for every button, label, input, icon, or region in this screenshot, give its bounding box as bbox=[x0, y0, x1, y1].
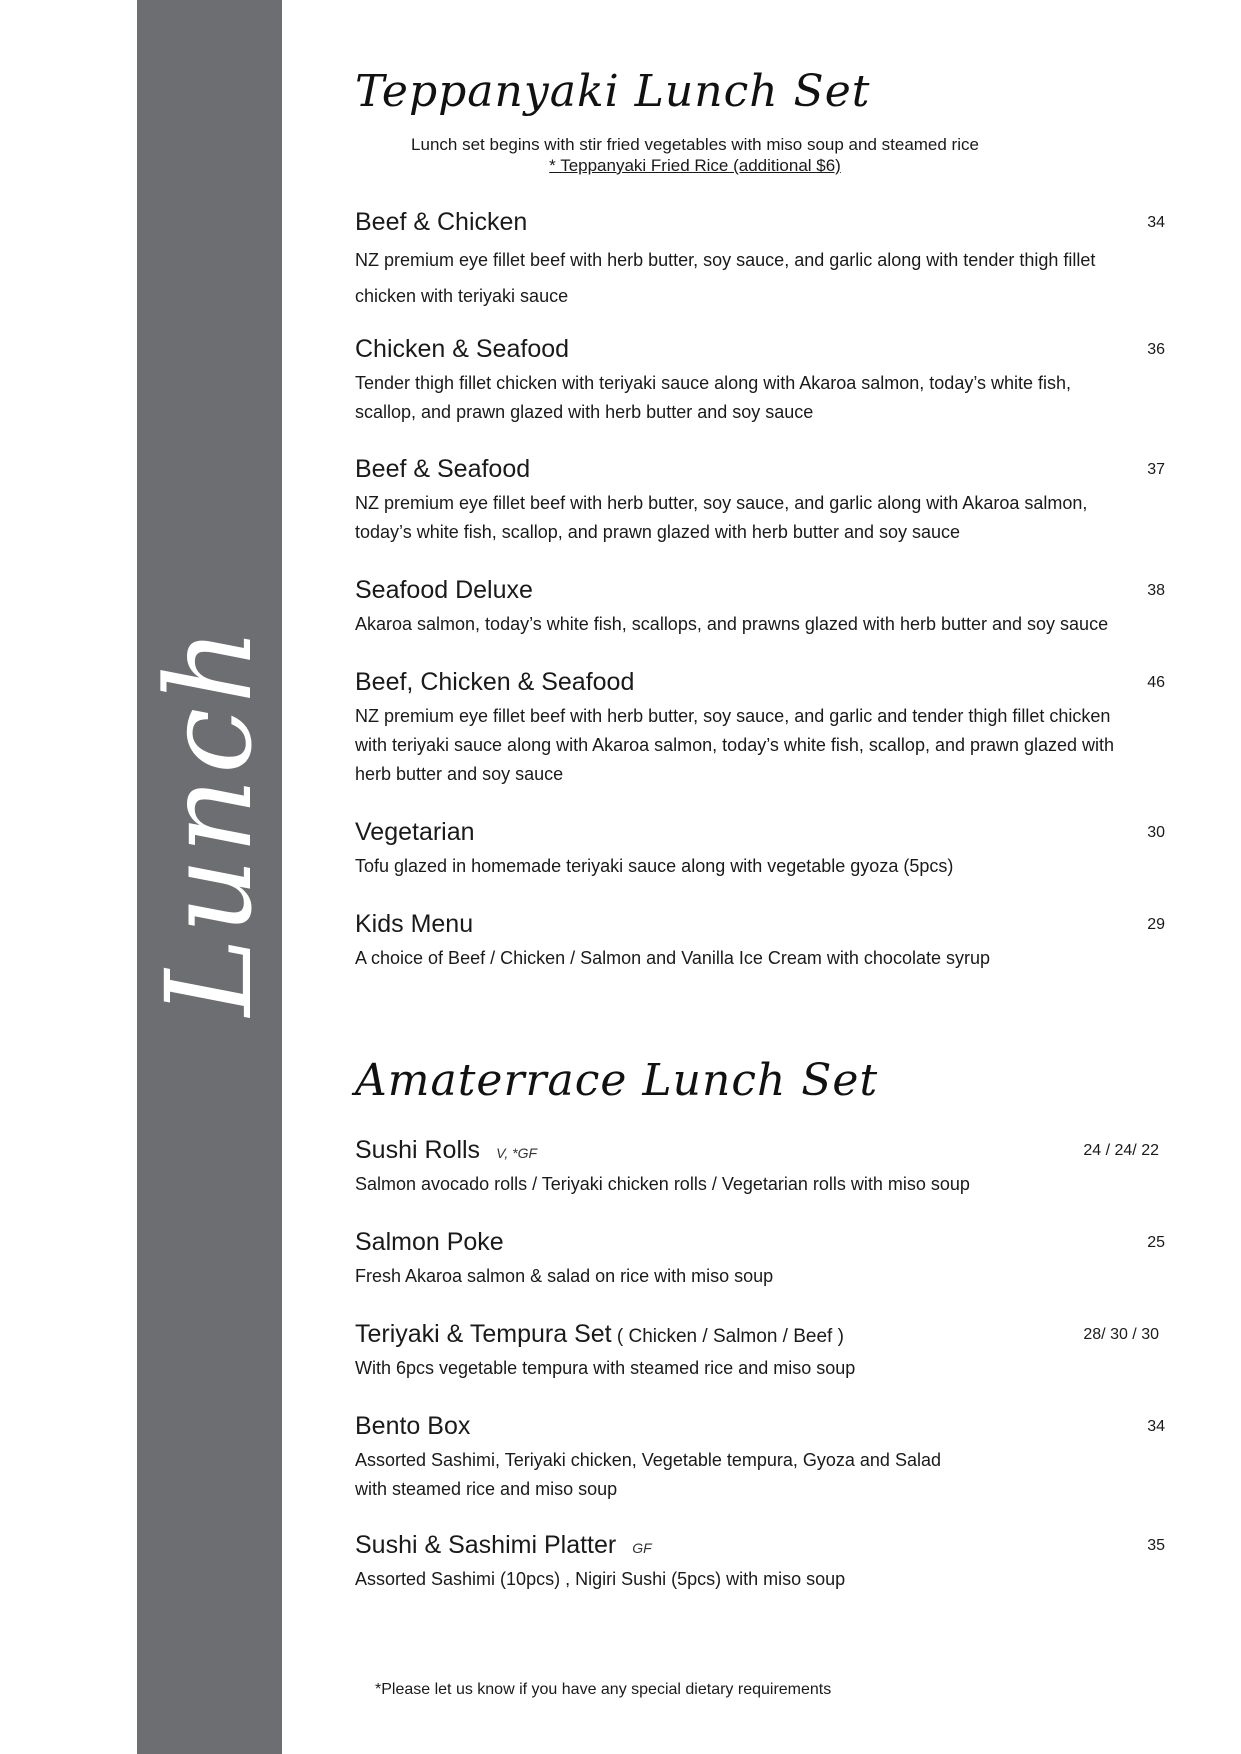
item-name bbox=[355, 1320, 844, 1348]
menu-item-beef-chicken-seafood bbox=[355, 668, 1175, 789]
menu-item-teriyaki-tempura bbox=[355, 1320, 1175, 1383]
item-description: NZ premium eye fillet beef with herb butter, soy sauce, and garlic and tender thigh fillet chicken with teriyaki sauce along with Akaroa salmon, today’s white fish, scallop, and prawn glazed with herb butter and soy sauce bbox=[355, 706, 1115, 784]
teppanyaki-intro: Lunch set begins with stir fried vegetables with miso soup and steamed rice bbox=[411, 135, 979, 154]
item-price: 38 bbox=[1147, 582, 1165, 599]
item-price: 24 / 24/ 22 bbox=[1083, 1142, 1159, 1159]
item-price: 36 bbox=[1147, 341, 1165, 358]
item-name: Salmon Poke bbox=[355, 1228, 504, 1256]
item-description: NZ premium eye fillet beef with herb butter, soy sauce, and garlic along with Akaroa salmon, today’s white fish, scallop, and prawn glazed with herb butter and soy sauce bbox=[355, 493, 1088, 542]
item-price: 28/ 30 / 30 bbox=[1083, 1326, 1159, 1343]
menu-item-chicken-seafood bbox=[355, 335, 1175, 427]
item-description: Tofu glazed in homemade teriyaki sauce along with vegetable gyoza (5pcs) bbox=[355, 856, 954, 876]
menu-item-salmon-poke bbox=[355, 1228, 1175, 1291]
item-dietary-tag: GF bbox=[632, 1540, 652, 1556]
item-description: A choice of Beef / Chicken / Salmon and Vanilla Ice Cream with chocolate syrup bbox=[355, 948, 990, 968]
item-price: 25 bbox=[1147, 1234, 1165, 1251]
item-name: Sushi Rolls bbox=[355, 1136, 481, 1164]
item-description: With 6pcs vegetable tempura with steamed rice and miso soup bbox=[355, 1358, 856, 1378]
teppanyaki-intro-block bbox=[355, 134, 1035, 176]
teppanyaki-note: * Teppanyaki Fried Rice (additional $6) bbox=[549, 156, 841, 175]
menu-item-sushi-rolls bbox=[355, 1136, 1175, 1199]
menu-item-beef-seafood bbox=[355, 455, 1175, 547]
item-name: Chicken & Seafood bbox=[355, 335, 570, 363]
item-qualifier: ( Chicken / Salmon / Beef ) bbox=[611, 1326, 844, 1347]
item-name: Kids Menu bbox=[355, 910, 474, 938]
item-price: 30 bbox=[1147, 824, 1165, 841]
side-label: Lunch bbox=[140, 623, 278, 1017]
item-name: Beef & Seafood bbox=[355, 455, 531, 483]
menu-item-kids-menu bbox=[355, 910, 1175, 973]
item-price: 34 bbox=[1147, 1418, 1165, 1435]
item-name: Seafood Deluxe bbox=[355, 576, 533, 604]
item-name: Sushi & Sashimi Platter bbox=[355, 1531, 617, 1559]
menu-item-seafood-deluxe bbox=[355, 576, 1175, 639]
item-description: NZ premium eye fillet beef with herb butter, soy sauce, and garlic along with tender thigh fillet chicken with teriyaki sauce bbox=[355, 250, 1096, 306]
item-price: 46 bbox=[1147, 674, 1165, 691]
menu-item-vegetarian bbox=[355, 818, 1175, 881]
item-price: 35 bbox=[1147, 1537, 1165, 1554]
item-name-main: Teriyaki & Tempura Set bbox=[355, 1320, 612, 1348]
menu-item-beef-chicken bbox=[355, 208, 1175, 314]
item-dietary-tag: V, *GF bbox=[496, 1145, 538, 1161]
item-price: 29 bbox=[1147, 916, 1165, 933]
menu-item-bento-box bbox=[355, 1412, 1175, 1504]
item-description: Fresh Akaroa salmon & salad on rice with miso soup bbox=[355, 1266, 774, 1286]
item-description: Assorted Sashimi, Teriyaki chicken, Vegetable tempura, Gyoza and Salad with steamed rice and miso soup bbox=[355, 1450, 941, 1499]
teppanyaki-title: Teppanyaki Lunch Set bbox=[355, 66, 871, 117]
item-description: Tender thigh fillet chicken with teriyaki sauce along with Akaroa salmon, today’s white fish, scallop, and prawn glazed with herb butter and soy sauce bbox=[355, 373, 1072, 422]
item-price: 37 bbox=[1147, 461, 1165, 478]
amaterrace-title: Amaterrace Lunch Set bbox=[355, 1055, 879, 1106]
item-name: Vegetarian bbox=[355, 818, 475, 846]
item-name: Beef, Chicken & Seafood bbox=[355, 668, 635, 696]
item-description: Salmon avocado rolls / Teriyaki chicken rolls / Vegetarian rolls with miso soup bbox=[355, 1174, 970, 1194]
item-description: Assorted Sashimi (10pcs) , Nigiri Sushi (5pcs) with miso soup bbox=[355, 1569, 846, 1589]
item-price: 34 bbox=[1147, 214, 1165, 231]
item-name: Bento Box bbox=[355, 1412, 471, 1440]
item-name: Beef & Chicken bbox=[355, 208, 528, 236]
item-description: Akaroa salmon, today’s white fish, scallops, and prawns glazed with herb butter and soy sauce bbox=[355, 614, 1109, 634]
menu-item-sushi-sashimi-platter bbox=[355, 1531, 1175, 1594]
dietary-footer-note: *Please let us know if you have any special dietary requirements bbox=[375, 1681, 832, 1698]
